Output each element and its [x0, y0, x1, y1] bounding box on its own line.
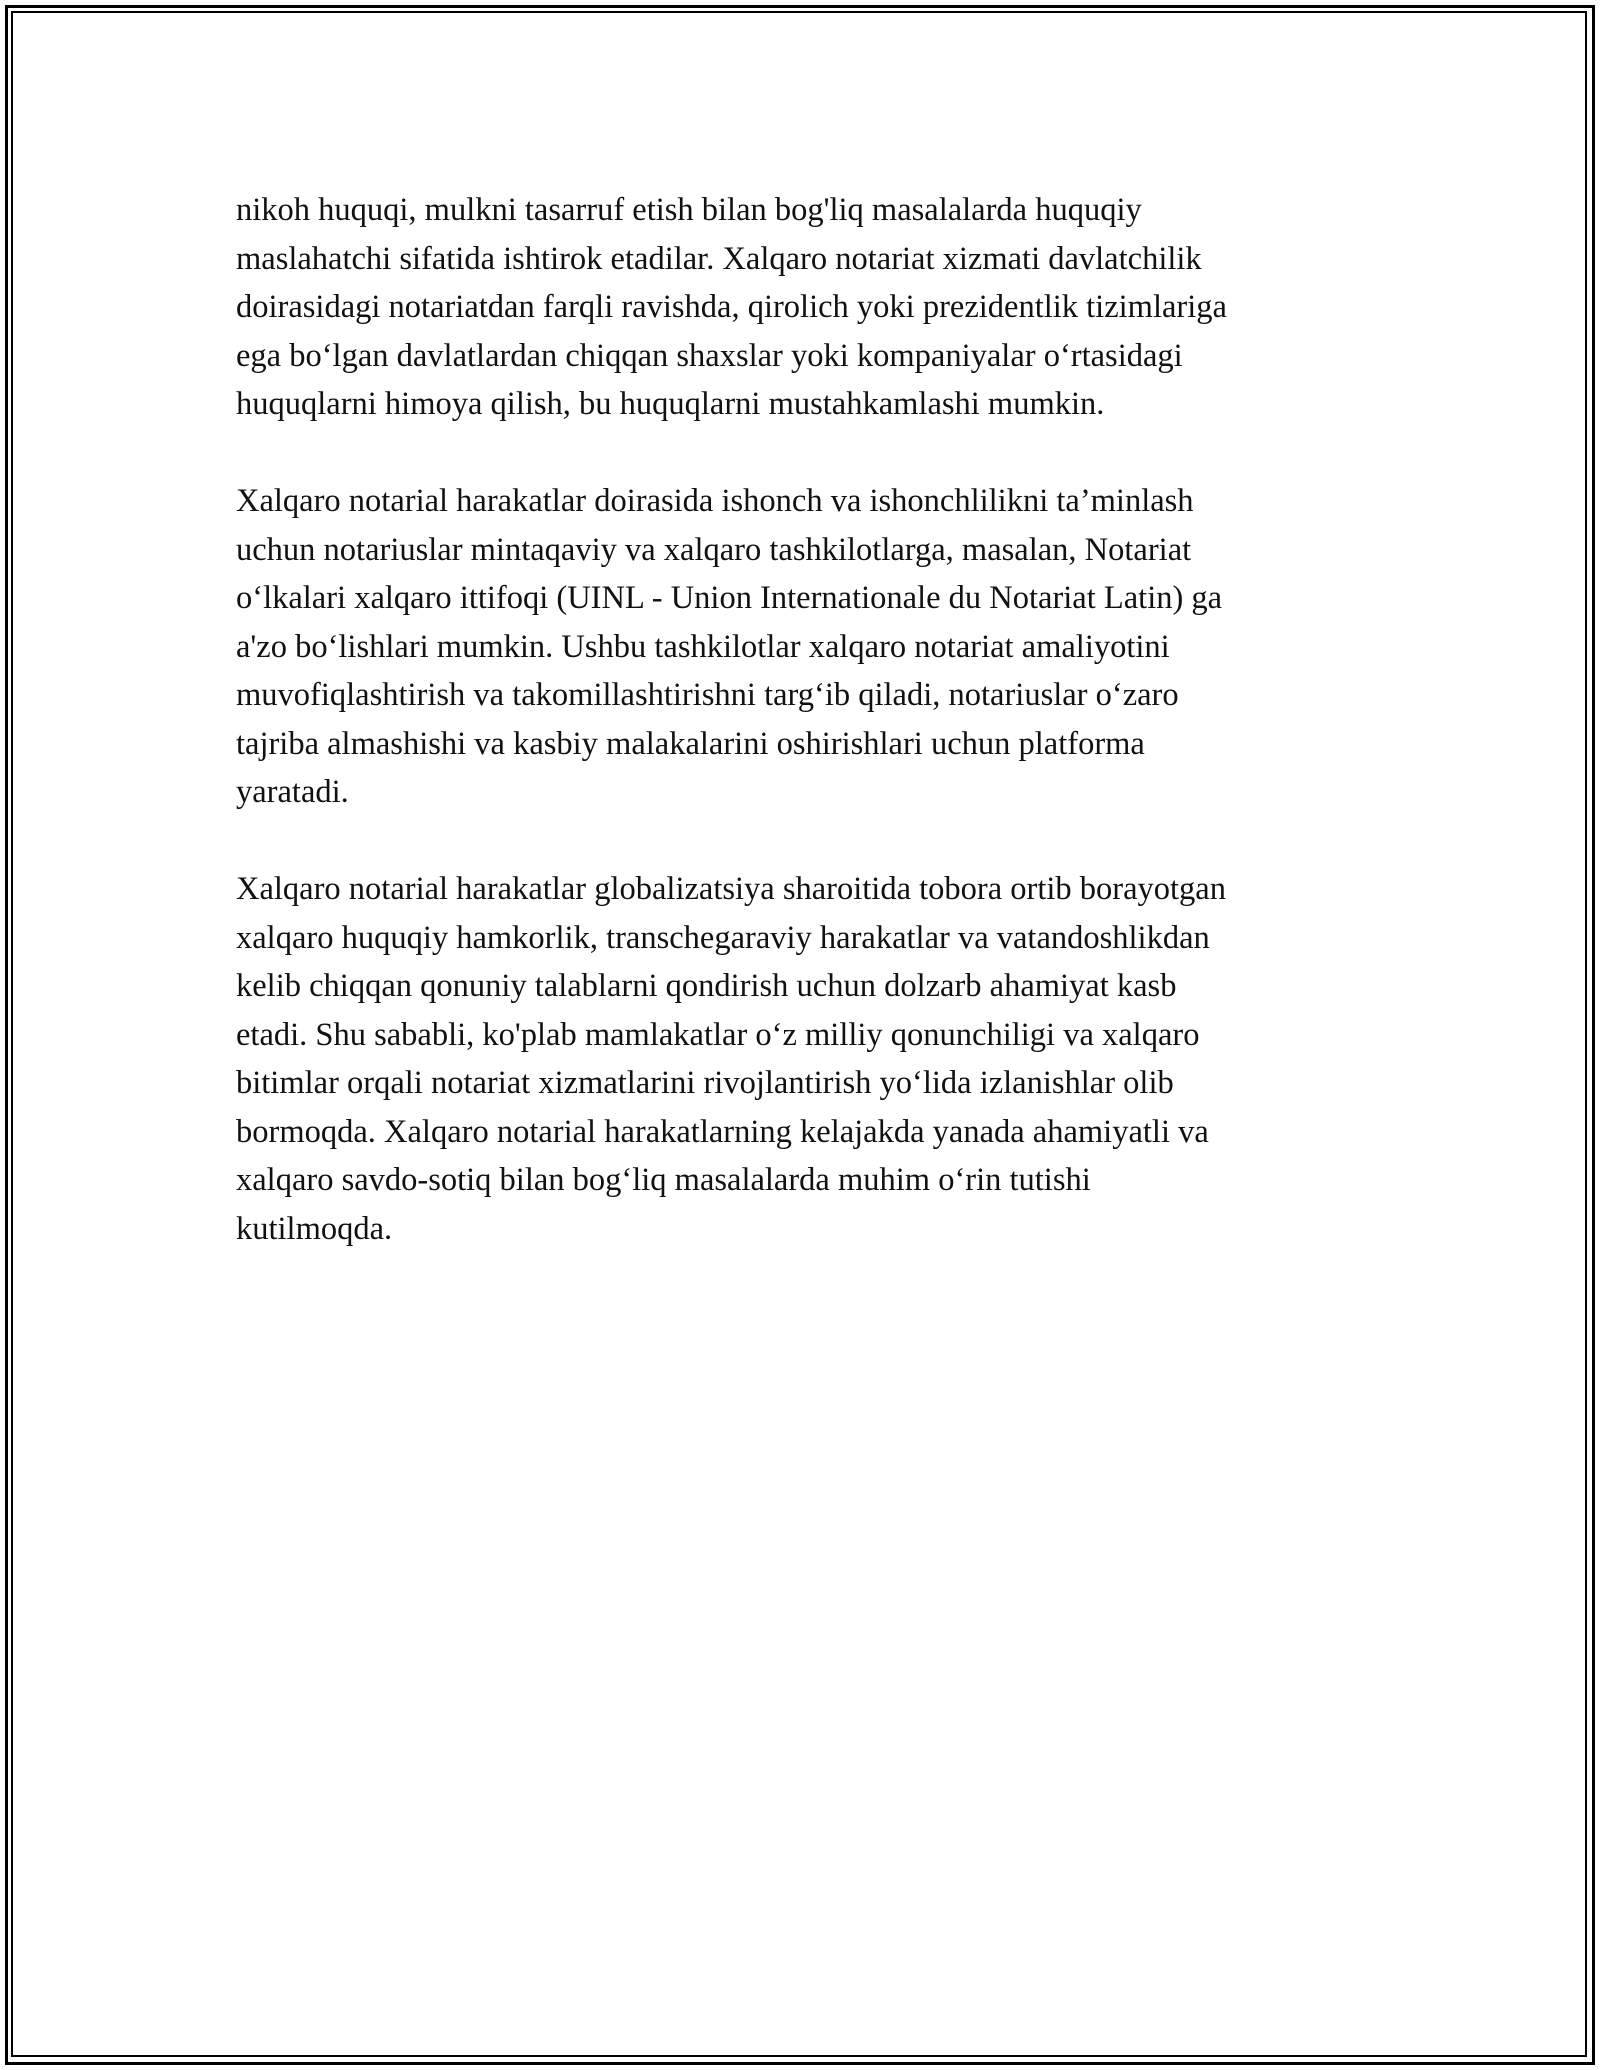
paragraph-3 [236, 865, 1396, 1253]
text-line: maslahatchi sifatida ishtirok etadilar. Xalqaro notariat xizmati davlatchilik [236, 240, 1202, 277]
text-line: xalqaro savdo-sotiq bilan bogʻliq masalalarda muhim oʻrin tutishi [236, 1162, 1091, 1198]
text-line: a'zo boʻlishlari mumkin. Ushbu tashkilotlar xalqaro notariat amaliyotini [236, 628, 1170, 665]
text-line: Xalqaro notarial harakatlar globalizatsiya sharoitida tobora ortib borayotgan [236, 871, 1226, 907]
paragraph-1 [236, 186, 1396, 429]
text-line: bormoqda. Xalqaro notarial harakatlarning kelajakda yanada ahamiyatli va [236, 1113, 1209, 1150]
paragraph-2 [236, 477, 1396, 817]
text-line: uchun notariuslar mintaqaviy va xalqaro tashkilotlarga, masalan, Notariat [236, 531, 1192, 568]
text-line: etadi. Shu sababli, ko'plab mamlakatlar oʻz milliy qonunchiligi va xalqaro [236, 1016, 1200, 1053]
text-line: Xalqaro notarial harakatlar doirasida ishonch va ishonchlilikni ta’minlash [236, 483, 1194, 519]
document-body [236, 186, 1396, 1302]
text-line: kelib chiqqan qonuniy talablarni qondirish uchun dolzarb ahamiyat kasb [236, 968, 1177, 1004]
text-line: muvofiqlashtirish va takomillashtirishni targʻib qiladi, notariuslar oʻzaro [236, 677, 1179, 713]
text-line: huquqlarni himoya qilish, bu huquqlarni mustahkamlashi mumkin. [236, 386, 1105, 422]
text-line: xalqaro huquqiy hamkorlik, transchegaraviy harakatlar va vatandoshlikdan [236, 919, 1210, 956]
text-line: nikoh huquqi, mulkni tasarruf etish bilan bog'liq masalalarda huquqiy [236, 192, 1142, 228]
text-line: ega boʻlgan davlatlardan chiqqan shaxslar yoki kompaniyalar oʻrtasidagi [236, 337, 1183, 374]
text-line: kutilmoqda. [236, 1210, 393, 1247]
text-line: yaratadi. [236, 774, 349, 810]
text-line: bitimlar orqali notariat xizmatlarini rivojlantirish yoʻlida izlanishlar olib [236, 1065, 1174, 1101]
text-line: tajriba almashishi va kasbiy malakalarini oshirishlari uchun platforma [236, 725, 1145, 762]
text-line: doirasidagi notariatdan farqli ravishda, qirolich yoki prezidentlik tizimlariga [236, 289, 1227, 325]
text-line: oʻlkalari xalqaro ittifoqi (UINL - Union Internationale du Notariat Latin) ga [236, 580, 1223, 616]
